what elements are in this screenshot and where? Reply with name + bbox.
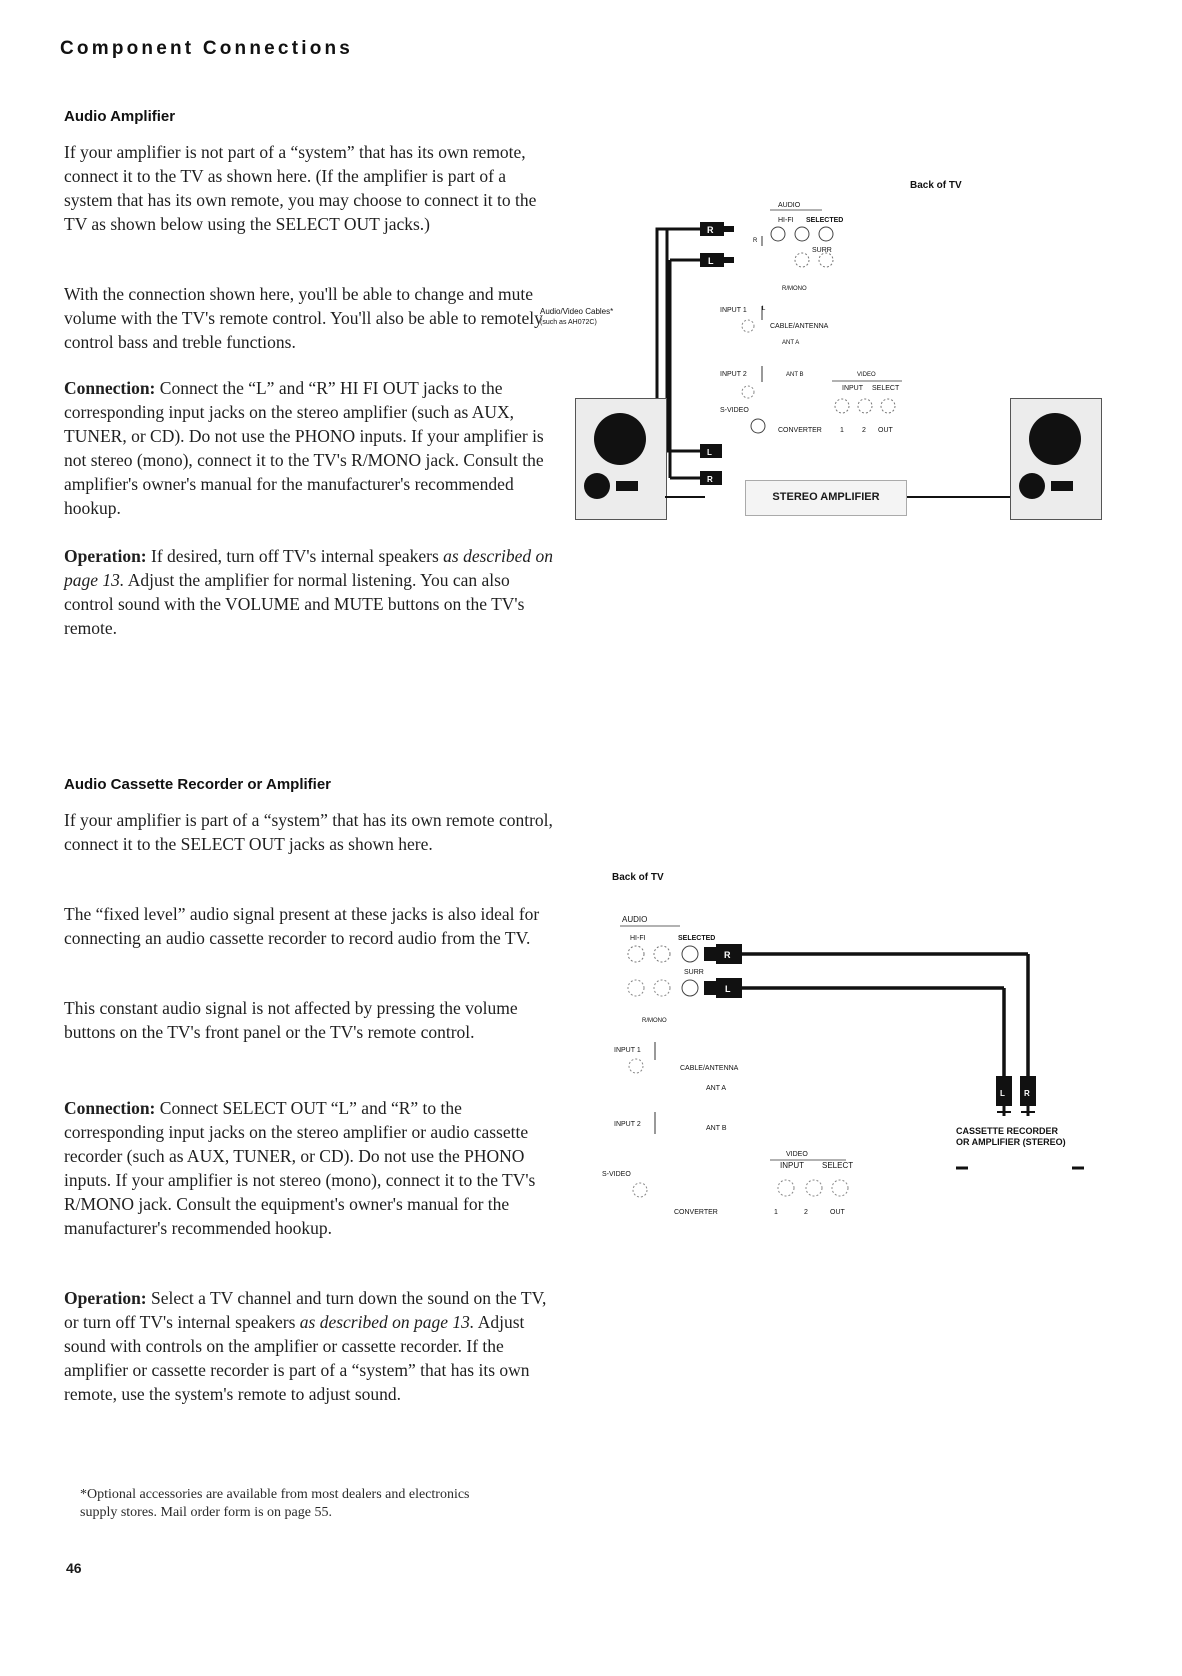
diagram2-selected-label: SELECTED [678,935,716,942]
section1-operation-label: Operation: [64,546,147,566]
diagram2-device-label-2: OR AMPLIFIER (STEREO) [956,1137,1066,1147]
left-speaker [575,398,667,520]
diagram1-selected-label: SELECTED [806,217,844,224]
section1-operation-italic: as described on page 13. [64,546,554,590]
diagram1-input1-jack [742,320,754,332]
diagram2-hifi-label: HI-FI [630,935,646,942]
diagram2-device-label-1: CASSETTE RECORDER [956,1126,1059,1136]
page-number: 46 [66,1560,82,1576]
diagram1-audio-label: AUDIO [778,202,801,209]
diagram1-svideo-jack [751,419,765,433]
diagram2-plug-l-label: L [725,984,731,994]
diagram1-svideo-label: S-VIDEO [720,407,749,414]
diagram2-ant-a-label: ANT A [706,1085,727,1092]
diagram1-surr-jack [795,253,809,267]
diagram1-plug-r-top-label: R [707,225,714,235]
diagram1-l-input-label: L [762,306,766,312]
section1-operation [64,544,554,640]
diagram1-surr-jack-2 [819,253,833,267]
diagram1-cable-antenna-label: CABLE/ANTENNA [770,323,829,330]
diagram2-back-of-tv-label: Back of TV [612,872,664,883]
diagram2-video-label: VIDEO [786,1151,808,1158]
diagram1-back-of-tv-label: Back of TV [910,180,962,191]
diagram2-hifi-r-jack [628,946,644,962]
stereo-amplifier-label: STEREO AMPLIFIER [772,491,880,503]
section1-paragraph-2: With the connection shown here, you'll be able to change and mute volume with the TV's remote control. You'll also be able to remotely control bass and treble functions. [64,284,543,352]
diagram2-input1-label: INPUT 1 [614,1047,641,1054]
page-title: Component Connections [60,38,354,59]
diagram1-cables-label: Audio/Video Cables* [540,307,614,316]
diagram2-surr-jack [628,980,644,996]
diagram2-input-label: INPUT [780,1161,804,1170]
diagram2-video-out-jack [832,1180,848,1196]
diagram1-r-jack-label: R [753,238,758,244]
section2-paragraph-1: If your amplifier is part of a “system” that has its own remote control, connect it to the SELECT OUT jacks as shown here. [64,810,553,854]
diagram1-ant-a-label: ANT A [782,340,800,346]
diagram1-video-label: VIDEO [857,372,876,378]
diagram2-select-label: SELECT [822,1161,854,1170]
diagram1-input2-jack [742,386,754,398]
diagram2-svideo-jack [633,1183,647,1197]
diagram2-device-plug-r-label: R [1024,1089,1030,1098]
diagram2-rmono-label: R/MONO [642,1018,667,1024]
diagram1-ant-b-label: ANT B [786,372,804,378]
diagram2-input2-label: INPUT 2 [614,1121,641,1128]
section2-operation [64,1286,554,1406]
diagram1-input2-label: INPUT 2 [720,371,747,378]
section1-connection [64,376,554,520]
diagram2-converter-label: CONVERTER [674,1209,718,1216]
section2-connection [64,1096,554,1240]
right-speaker-woofer [1029,413,1081,465]
diagram2-video-select-jack [806,1180,822,1196]
diagram2-svideo-label: S-VIDEO [602,1171,631,1178]
section2-operation-label: Operation: [64,1288,147,1308]
diagram1-select-label: SELECT [872,385,900,392]
diagram2-cable-antenna-label: CABLE/ANTENNA [680,1065,739,1072]
diagram1-cables-sub: (such as AH072C) [540,319,597,326]
section-heading-cassette-recorder: Audio Cassette Recorder or Amplifier [64,776,332,793]
diagram2-video-input-jack [778,1180,794,1196]
section2-operation-italic: as described on page 13. [299,1312,475,1332]
section2-connection-text: Connect SELECT OUT “L” and “R” to the corresponding input jacks on the stereo amplifier or audio cassette recorder (such as AUX, TUNER, or CD). Do not use the PHONO inputs. If your amplifier is not stereo (mono), connect it to the TV's R/MONO jack. Consult the equipment's owner's manual for the manufacturer's recommended hookup. [64,1098,536,1238]
diagram2-selected-l-jack [682,980,698,996]
diagram1-selected-jack [819,227,833,241]
stereo-amplifier-box [745,480,907,516]
diagram2-input-1-label: 1 [774,1209,778,1216]
section2-operation-text-a: Select a TV channel and turn down the sound on the TV, or turn off TV's internal speakers [64,1288,547,1332]
section2-paragraph-3: This constant audio signal is not affected by pressing the volume buttons on the TV's front panel or the TV's remote control. [64,998,518,1042]
diagram2-audio-label: AUDIO [622,915,648,924]
diagram1-input-label: INPUT [842,385,863,392]
diagram2-hifi-l-jack [654,946,670,962]
section1-operation-text-b: Adjust the amplifier for normal listening. You can also control sound with the VOLUME and MUTE buttons on the TV's remote. [64,570,525,638]
diagram1-hifi-label: HI-FI [778,217,794,224]
left-speaker-woofer [594,413,646,465]
diagram2-plug-r-label: R [724,950,731,960]
section-heading-audio-amplifier: Audio Amplifier [64,108,176,125]
diagram2-surr-jack-2 [654,980,670,996]
right-speaker-tweeter [1019,473,1045,499]
diagram1-video-select-jack [858,399,872,413]
section1-operation-text-a: If desired, turn off TV's internal speakers [151,546,439,566]
diagram1-plug-l-amp-label: L [707,448,712,457]
diagram1-converter-label: CONVERTER [778,427,822,434]
diagram2-input-2-label: 2 [804,1209,808,1216]
diagram1-input-2-label: 2 [862,427,866,434]
diagram2-surr-label: SURR [684,969,704,976]
diagram2-input1-jack [629,1059,643,1073]
diagram1-input1-label: INPUT 1 [720,307,747,314]
diagram1-input-1-label: 1 [840,427,844,434]
diagram1-hifi-r-jack [771,227,785,241]
section2-paragraph-2: The “fixed level” audio signal present at these jacks is also ideal for connecting an audio cassette recorder to record audio from the TV. [64,904,540,948]
diagram1-rmono-label: R/MONO [782,286,807,292]
diagram2-ant-b-label: ANT B [706,1125,727,1132]
diagram1-surr-label: SURR [812,247,832,254]
section1-connection-label: Connection: [64,378,156,398]
section1-connection-text: Connect the “L” and “R” HI FI OUT jacks to the corresponding input jacks on the stereo amplifier (such as AUX, TUNER, or CD). Do not use the PHONO inputs. If your amplifier is not stereo (mono), connect it to the TV's R/MONO jack. Consult the amplifier's owner's manual for the manufacturer's recommended hookup. [64,378,544,518]
left-speaker-tweeter [584,473,610,499]
diagram2-device-plug-l-label: L [1000,1089,1005,1098]
footnote: *Optional accessories are available from most dealers and electronics supply stores. Mail order form is on page 55. [80,1487,470,1520]
diagram1-plug-l-top-label: L [708,256,714,266]
diagram2-out-label: OUT [830,1209,845,1216]
cassette-connection-diagram [600,870,1090,1230]
diagram1-hifi-l-jack [795,227,809,241]
diagram2-selected-r-jack [682,946,698,962]
diagram1-video-input-jack [835,399,849,413]
diagram1-video-out-jack [881,399,895,413]
diagram1-plug-r-amp-label: R [707,475,713,484]
diagram1-out-label: OUT [878,427,893,434]
section2-connection-label: Connection: [64,1098,156,1118]
section2-operation-text-b: Adjust sound with controls on the amplifier or cassette recorder. If the amplifier or cassette recorder is part of a “system” that has its own remote, use the system's remote to adjust sound. [64,1312,530,1404]
section1-paragraph-1: If your amplifier is not part of a “system” that has its own remote, connect it to the TV as shown here. (If the amplifier is part of a system that has its own remote, you may choose to connect it to the TV as shown below using the SELECT OUT jacks.) [64,142,537,234]
right-speaker [1010,398,1102,520]
